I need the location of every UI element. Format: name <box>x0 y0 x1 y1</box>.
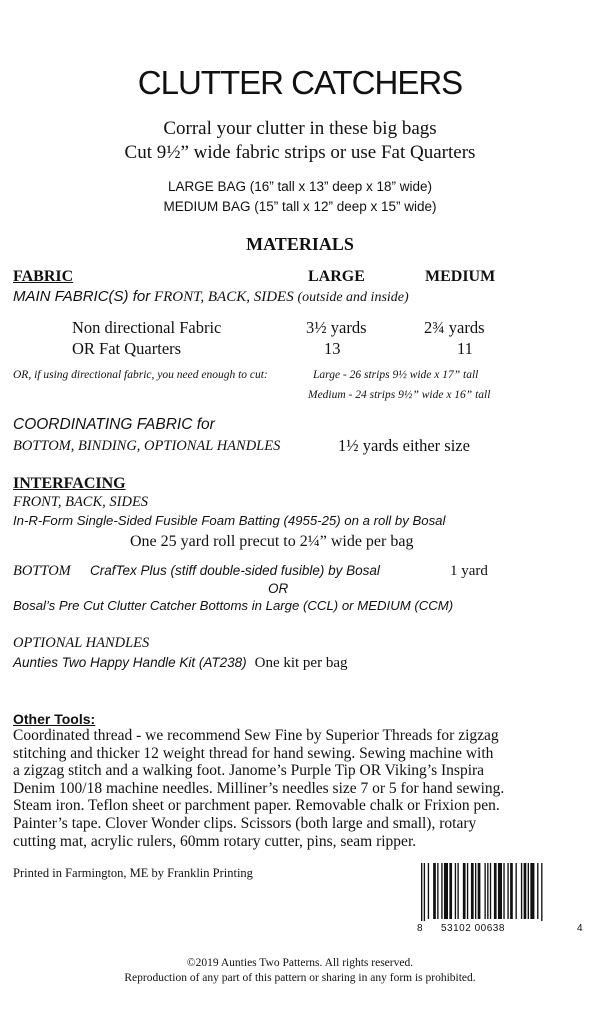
barcode-bar <box>467 863 468 919</box>
handles-line <box>13 654 348 672</box>
barcode-bar <box>516 863 517 919</box>
main-fabric-note: (outside and inside) <box>297 290 409 305</box>
size-large: LARGE BAG (16” tall x 13” deep x 18” wide) <box>167 179 433 194</box>
copyright: ©2019 Aunties Two Patterns. All rights reserved. <box>186 957 414 969</box>
barcode-first-digit: 8 <box>417 923 423 934</box>
barcode-bar <box>444 863 448 919</box>
interfacing-heading: INTERFACING <box>13 475 126 492</box>
coordinating-amount: 1½ yards either size <box>338 436 470 455</box>
reproduction-notice: Reproduction of any part of this pattern or sharing in any form is prohibited. <box>124 972 476 984</box>
other-tools-line: cutting mat, acrylic rulers, 60mm rotary cutter, pins, seam ripper. <box>13 832 417 850</box>
row2-large: 13 <box>324 339 341 358</box>
directional-note: OR, if using directional fabric, you need enough to cut: <box>13 369 268 381</box>
other-tools-body <box>13 727 588 850</box>
barcode-bar <box>541 863 542 921</box>
interfacing-product-detail: One 25 yard roll precut to 2¼” wide per bag <box>130 533 414 550</box>
printed-in: Printed in Farmington, ME by Franklin Printing <box>13 866 253 880</box>
barcode-last-digit: 4 <box>577 923 583 934</box>
handles-amount: One kit per bag <box>254 655 348 671</box>
coordinating-items: BOTTOM, BINDING, OPTIONAL HANDLES <box>13 438 281 454</box>
directional-large: Large - 26 strips 9½ wide x 17” tall <box>313 369 479 381</box>
main-fabric-for: FRONT, BACK, SIDES <box>153 289 294 305</box>
barcode-bar <box>441 863 442 919</box>
barcode-bar <box>494 863 497 919</box>
barcode-digits: 53102 00638 <box>441 923 505 934</box>
barcode-bar <box>437 863 438 919</box>
barcode-bar <box>528 863 529 919</box>
bottom-alt: Bosal’s Pre Cut Clutter Catcher Bottoms in Large (CCL) or MEDIUM (CCM) <box>13 598 454 613</box>
handles-product: Aunties Two Happy Handle Kit (AT238) <box>13 655 247 670</box>
barcode-bar <box>498 863 502 919</box>
page-title: CLUTTER CATCHERS <box>137 64 463 101</box>
row1-label: Non directional Fabric <box>72 318 222 337</box>
handles-label: OPTIONAL HANDLES <box>13 635 150 651</box>
barcode-bar <box>455 863 456 919</box>
barcode-bar <box>537 863 538 919</box>
bottom-amount: 1 yard <box>450 563 488 579</box>
bottom-label: BOTTOM <box>13 563 71 579</box>
barcode-bar <box>510 863 513 919</box>
barcode-bar <box>507 863 508 919</box>
barcode-bar <box>524 863 527 919</box>
main-fabric-label: MAIN FABRIC(S) for <box>13 288 151 305</box>
barcode-bar <box>471 863 474 919</box>
row1-medium: 2¾ yards <box>424 318 485 337</box>
size-medium: MEDIUM BAG (15” tall x 12” deep x 15” wide) <box>163 199 437 214</box>
coordinating-heading: COORDINATING FABRIC for <box>13 416 215 433</box>
barcode-bar <box>463 863 466 919</box>
col-medium-header: MEDIUM <box>425 268 496 285</box>
interfacing-product: In-R-Form Single-Sided Fusible Foam Batting (4955-25) on a roll by Bosal <box>13 513 446 528</box>
barcode-bar <box>478 863 481 919</box>
other-tools-line: stitching and thicker 12 weight thread for hand sewing. Sewing machine with <box>13 744 494 762</box>
other-tools-line: Painter’s tape. Clover Wonder clips. Scissors (both large and small), rotary <box>13 814 477 832</box>
row2-medium: 11 <box>457 339 473 358</box>
interfacing-sub: FRONT, BACK, SIDES <box>13 494 149 510</box>
barcode-bar <box>475 863 476 919</box>
barcode-bar <box>421 863 422 921</box>
subtitle-line-2: Cut 9½” wide fabric strips or use Fat Quarters <box>124 142 476 163</box>
main-fabric-line <box>13 288 409 306</box>
row1-large: 3½ yards <box>306 318 367 337</box>
barcode-bar <box>487 863 488 919</box>
other-tools-line: Coordinated thread - we recommend Sew Fine by Superior Threads for zigzag <box>13 727 499 744</box>
barcode-bar <box>503 863 504 919</box>
other-tools-line: Denim 100/18 machine needles. Milliner’s needles size 7 or 5 for hand sewing. <box>13 779 505 797</box>
other-tools-heading: Other Tools: <box>13 711 96 727</box>
bottom-product: CrafTex Plus (stiff double-sided fusible) by Bosal <box>90 563 380 578</box>
subtitle-line-1: Corral your clutter in these big bags <box>163 118 437 139</box>
fabric-heading: FABRIC <box>13 268 74 285</box>
barcode <box>415 863 587 937</box>
barcode-bar <box>521 863 522 919</box>
barcode-bar <box>484 863 485 919</box>
barcode-bar <box>457 863 458 919</box>
other-tools-line: a zigzag stitch and a walking foot. Janome’s Purple Tip OR Viking’s Inspira <box>13 762 485 780</box>
bottom-or: OR <box>268 581 289 596</box>
col-large-header: LARGE <box>308 268 365 285</box>
barcode-bar <box>433 863 436 919</box>
directional-medium: Medium - 24 strips 9½” wide x 16” tall <box>308 389 491 401</box>
barcode-bar <box>530 863 534 919</box>
materials-heading: MATERIALS <box>246 234 354 254</box>
barcode-bars <box>415 863 587 921</box>
barcode-bar <box>428 863 429 919</box>
barcode-bar <box>424 863 425 921</box>
barcode-bar <box>490 863 491 919</box>
barcode-bar <box>449 863 452 919</box>
row2-label: OR Fat Quarters <box>72 339 182 358</box>
other-tools-line: Steam iron. Teflon sheet or parchment paper. Removable chalk or Frixion pen. <box>13 797 500 815</box>
